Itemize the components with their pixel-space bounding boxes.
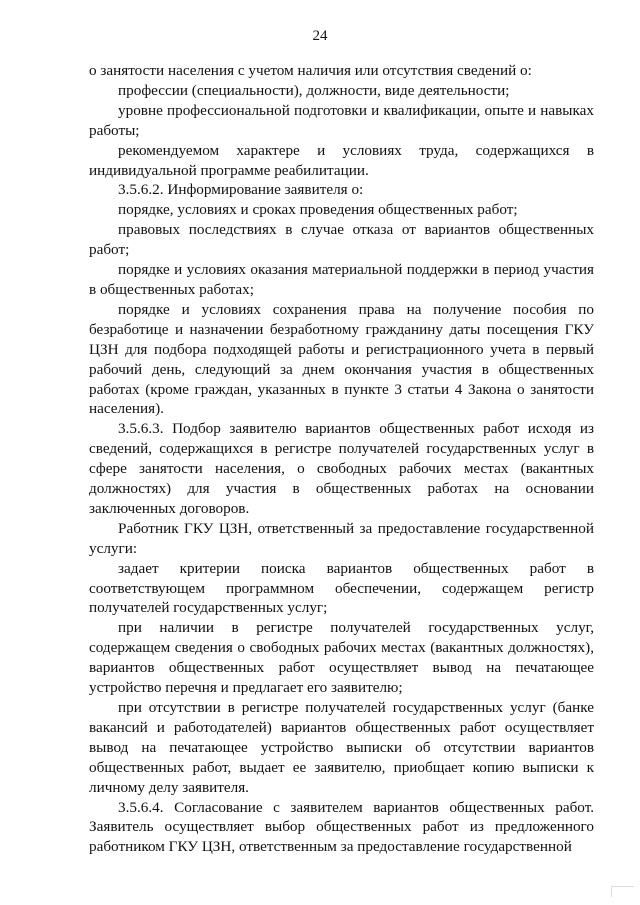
paragraph: правовых последствиях в случае отказа от вариантов общественных работ; bbox=[89, 221, 594, 259]
section-paragraph: 3.5.6.3. Подбор заявителю вариантов общественных работ исходя из сведений, содержащихся в регистре получателей государственных услуг в сфере занятости населения, о свободных рабочих местах (вакантных должностях) для участия в общественных работах на основании заключенных договоров. bbox=[89, 420, 594, 517]
scan-edge-mark bbox=[611, 886, 634, 897]
page-number: 24 bbox=[312, 28, 328, 44]
paragraph: задает критерии поиска вариантов общественных работ в соответствующем программном обеспечении, содержащем регистр получателей государственных услуг; bbox=[89, 559, 594, 617]
paragraph: порядке, условиях и сроках проведения общественных работ; bbox=[118, 201, 518, 219]
paragraph: при наличии в регистре получателей государственных услуг, содержащем сведения о свободных рабочих местах (вакантных должностях), вариантов общественных работ осуществляет вывод на печатающее устройство перечня и предлагает его заявителю; bbox=[89, 619, 594, 697]
paragraph: уровне профессиональной подготовки и квалификации, опыте и навыках работы; bbox=[89, 101, 594, 139]
section-paragraph: 3.5.6.4. Согласование с заявителем вариантов общественных работ. Заявитель осуществляет выбор общественных работ из предложенного работником ГКУ ЦЗН, ответственным за предоставление государственной bbox=[89, 798, 594, 856]
paragraph: профессии (специальности), должности, виде деятельности; bbox=[118, 81, 510, 99]
document-body bbox=[89, 61, 594, 857]
paragraph: рекомендуемом характере и условиях труда, содержащихся в индивидуальной программе реабилитации. bbox=[89, 141, 594, 179]
section-heading: 3.5.6.2. Информирование заявителя о: bbox=[118, 181, 364, 199]
paragraph: Работник ГКУ ЦЗН, ответственный за предоставление государственной услуги: bbox=[89, 519, 594, 557]
paragraph: порядке и условиях оказания материальной поддержки в период участия в общественных работах; bbox=[89, 261, 594, 298]
paragraph: порядке и условиях сохранения права на получение пособия по безработице и назначении безработному гражданину даты посещения ГКУ ЦЗН для подбора подходящей работы и регистрационного учета в первый рабочий день, следующий за днем окончания участия в общественных работах (кроме граждан, указанных в пункте 3 статьи 4 Закона о занятости населения). bbox=[89, 300, 594, 418]
paragraph: при отсутствии в регистре получателей государственных услуг (банке вакансий и работодателей) вариантов общественных работ осуществляет вывод на печатающее устройство выписки об отсутствии вариантов общественных работ, выдает ее заявителю, приобщает копию выписки к личному делу заявителя. bbox=[89, 699, 594, 796]
paragraph: о занятости населения с учетом наличия или отсутствия сведений о: bbox=[89, 62, 532, 79]
